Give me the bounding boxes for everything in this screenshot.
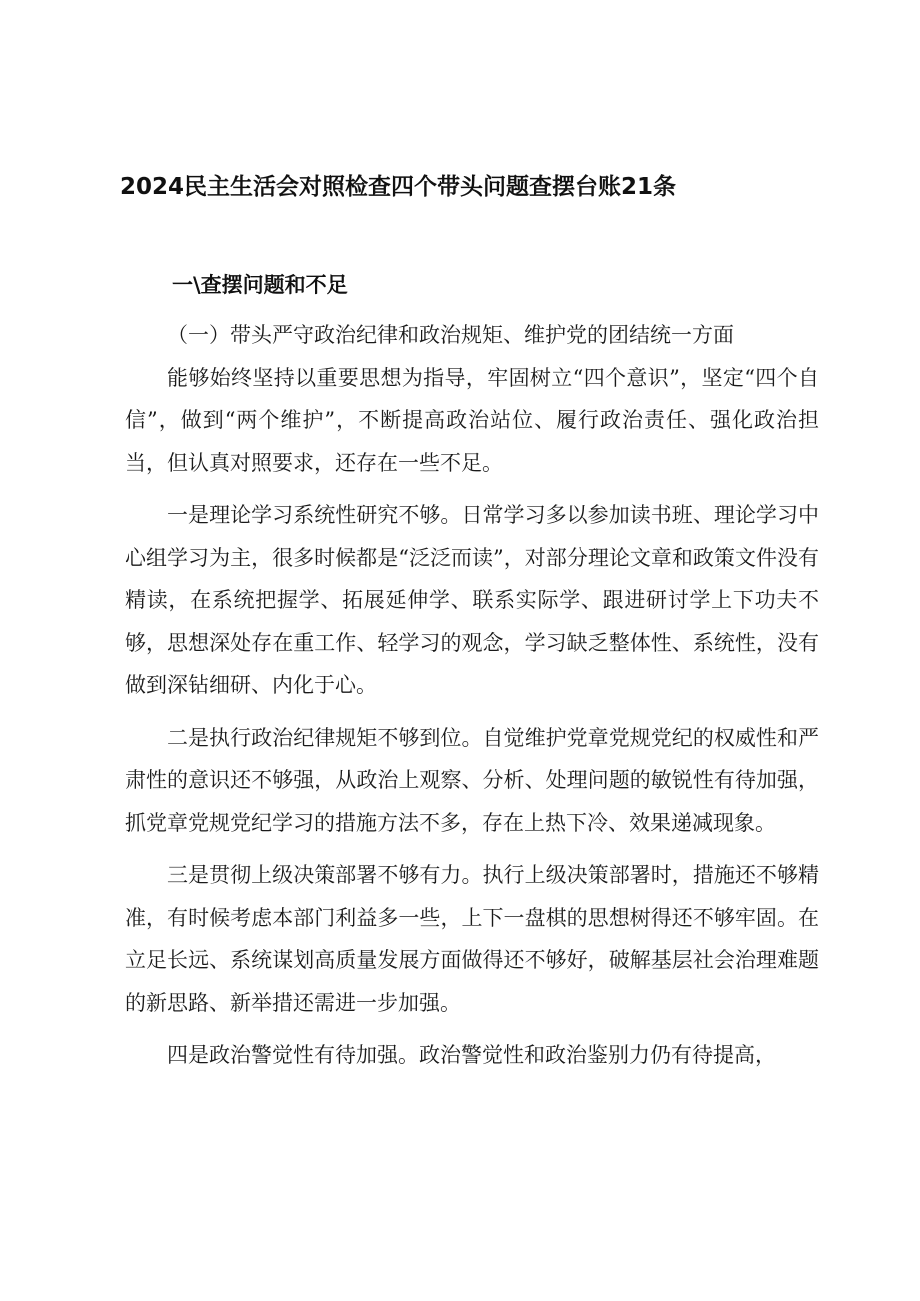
paragraph-issue-1: 一是理论学习系统性研究不够。日常学习多以参加读书班、理论学习中心组学习为主，很多时候都是“泛泛而读”，对部分理论文章和政策文件没有精读，在系统把握学、拓展延伸学、联系实际学、跟进研讨学上下功夫不够，思想深处存在重工作、轻学习的观念，学习缺乏整体性、系统性，没有做到深钻细研、内化于心。 (125, 503, 819, 697)
section-heading: 一\查摆问题和不足 (172, 273, 348, 297)
document-body (125, 314, 819, 1077)
paragraph-issue-4: 四是政治警觉性有待加强。政治警觉性和政治鉴别力仍有待提高， (167, 1043, 776, 1067)
paragraph-intro: 能够始终坚持以重要思想为指导，牢固树立“四个意识”，坚定“四个自信”，做到“两个维护”，不断提高政治站位、履行政治责任、强化政治担当，但认真对照要求，还存在一些不足。 (125, 365, 819, 475)
document-title: 2024民主生活会对照检查四个带头问题查摆台账21条 (120, 174, 677, 200)
subsection-heading: （一）带头严守政治纪律和政治规矩、维护党的团结统一方面 (167, 323, 734, 347)
paragraph-issue-2: 二是执行政治纪律规矩不够到位。自觉维护党章党规党纪的权威性和严肃性的意识还不够强，从政治上观察、分析、处理问题的敏锐性有待加强，抓党章党规党纪学习的措施方法不多，存在上热下冷、效果递减现象。 (125, 725, 819, 835)
paragraph-issue-3: 三是贯彻上级决策部署不够有力。执行上级决策部署时，措施还不够精准，有时候考虑本部门利益多一些，上下一盘棋的思想树得还不够牢固。在立足长远、系统谋划高质量发展方面做得还不够好，破解基层社会治理难题的新思路、新举措还需进一步加强。 (125, 863, 819, 1015)
